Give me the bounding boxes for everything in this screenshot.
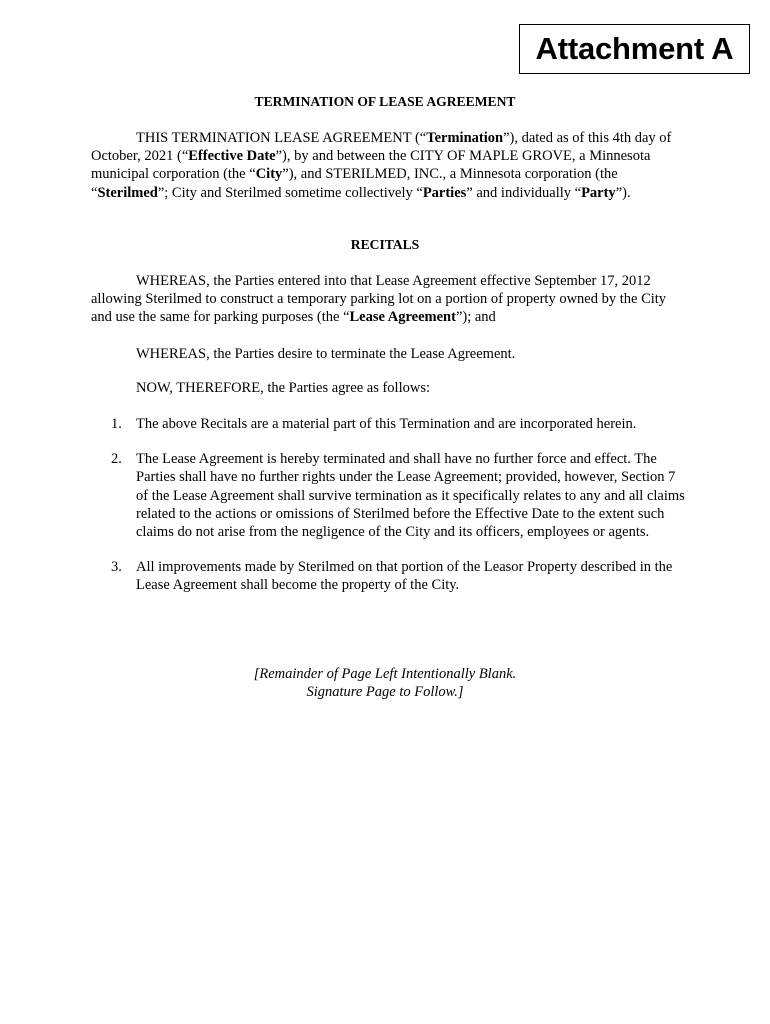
numbered-clauses bbox=[111, 415, 691, 612]
clause-text: The above Recitals are a material part of this Termination and are incorporated herein. bbox=[136, 416, 637, 432]
remainder-note bbox=[0, 665, 770, 701]
whereas-paragraph-2: WHEREAS, the Parties desire to terminate the Lease Agreement. bbox=[136, 346, 516, 362]
remainder-line-2: Signature Page to Follow.] bbox=[306, 684, 464, 701]
clause-number: 2. bbox=[111, 451, 122, 468]
recitals-heading: RECITALS bbox=[350, 237, 420, 252]
clause-number: 3. bbox=[111, 559, 122, 576]
intro-paragraph: THIS TERMINATION LEASE AGREEMENT (“Termination”), dated as of this 4th day of October, 2021 (“Effective Date”), by and between the CITY OF MAPLE GROVE, a Minnesota municipal corporation (the “City”), and STERILMED, INC., a Minnesota corporation (the “Sterilmed”; City and Sterilmed sometime collectively “Parties” and individually “Party”). bbox=[91, 130, 672, 201]
document-title: TERMINATION OF LEASE AGREEMENT bbox=[254, 94, 516, 109]
whereas-paragraph-1: WHEREAS, the Parties entered into that Lease Agreement effective September 17, 2012 allowing Sterilmed to construct a temporary parking lot on a portion of property owned by the City and use the same for parking purposes (the “Lease Agreement”); and bbox=[91, 273, 667, 326]
clause-item bbox=[111, 415, 691, 433]
clause-item bbox=[111, 450, 691, 541]
clause-number: 1. bbox=[111, 416, 122, 432]
now-therefore-paragraph: NOW, THEREFORE, the Parties agree as follows: bbox=[136, 380, 430, 396]
clause-item bbox=[111, 558, 691, 594]
remainder-line-1: [Remainder of Page Left Intentionally Blank. bbox=[253, 666, 517, 682]
attachment-label: Attachment A bbox=[519, 24, 750, 74]
clause-text: All improvements made by Sterilmed on that portion of the Leasor Property described in the Lease Agreement shall become the property of the City. bbox=[136, 559, 673, 594]
clause-text: The Lease Agreement is hereby terminated and shall have no further force and effect. The Parties shall have no further rights under the Lease Agreement; provided, however, Section 7 of the Lease Agreement shall survive termination as it specifically relates to any and all claims related to the actions or omissions of Sterilmed before the Effective Date to the extent such claims do not arise from the negligence of the City and its officers, employees or agents. bbox=[136, 451, 685, 541]
